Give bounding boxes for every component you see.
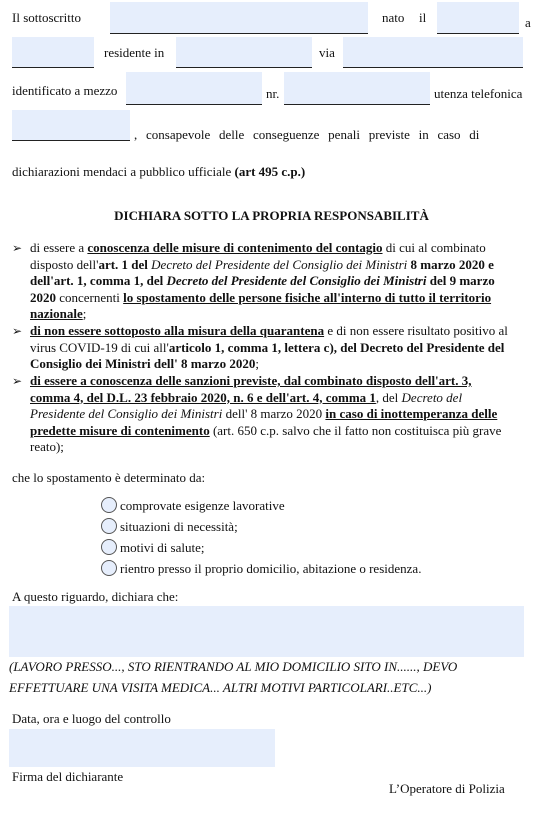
bullet-arrow-icon: ➢ xyxy=(12,374,23,388)
riguardo-label: A questo riguardo, dichiara che: xyxy=(12,589,179,604)
label-residente: residente in xyxy=(104,45,165,60)
b2-t1: di non essere sottoposto alla misura della quarantena xyxy=(30,323,325,338)
label-utenza: utenza telefonica xyxy=(434,86,523,101)
option-salute-label: motivi di salute; xyxy=(120,540,205,555)
radio-lavoro[interactable] xyxy=(101,497,117,513)
page-title: DICHIARA SOTTO LA PROPRIA RESPONSABILITÀ xyxy=(114,208,429,223)
b2-t3: articolo 1, comma 1, lettera c), del Decreto del Presidente del Consiglio dei Ministri dell' 8 marzo 2020 xyxy=(30,339,505,371)
b1-t7: Decreto del Presidente del Consiglio dei Ministri xyxy=(166,273,427,288)
b1-t5: Decreto del Presidente del Consiglio dei Ministri xyxy=(151,256,408,272)
residence-field[interactable] xyxy=(176,37,312,68)
b1-t1: di essere a xyxy=(30,240,88,255)
label-dichiarazioni: dichiarazioni mendaci a pubblico ufficiale xyxy=(12,164,232,179)
bullet-arrow-icon: ➢ xyxy=(12,241,23,255)
b1-t11: ; xyxy=(82,306,87,321)
bullet-arrow-icon: ➢ xyxy=(12,324,23,338)
label-il: il xyxy=(419,10,427,25)
b1-t4: art. 1 del xyxy=(98,256,152,272)
b3-t1: di essere a conoscenza delle sanzioni previste, dal combinato disposto dell'art. 3, comma 4, del D.L. 23 febbraio 2020, n. 6 e dell'art. 4, comma 1 xyxy=(30,373,472,405)
option-necessita-label: situazioni di necessità; xyxy=(120,519,238,534)
radio-rientro[interactable] xyxy=(101,560,117,576)
b1-t9: concernenti xyxy=(56,289,124,305)
b3-t3: Decreto del Presidente del Consiglio dei Ministri xyxy=(30,389,463,421)
id-number-field[interactable] xyxy=(284,72,430,105)
label-nato: nato xyxy=(382,10,405,25)
label-art495: (art 495 c.p.) xyxy=(234,164,306,179)
b2-t2: e di non essere risultato positivo al virus COVID-19 di cui all' xyxy=(30,323,508,355)
label-sottoscritto: Il sottoscritto xyxy=(12,10,81,25)
bullet-1 xyxy=(30,240,515,323)
spostamento-label: che lo spostamento è determinato da: xyxy=(12,470,206,485)
bullet-3 xyxy=(30,373,515,456)
radio-necessita[interactable] xyxy=(101,518,117,534)
label-nr: nr. xyxy=(266,86,280,101)
birth-place-field[interactable] xyxy=(12,37,94,68)
b3-t4: dell' 8 marzo 2020 xyxy=(222,406,326,421)
id-document-field[interactable] xyxy=(126,72,262,105)
label-identificato: identificato a mezzo xyxy=(12,83,118,98)
operatore-label: L’Operatore di Polizia xyxy=(389,781,505,796)
street-field[interactable] xyxy=(343,37,523,68)
date-place-field[interactable] xyxy=(9,729,275,767)
b1-t6: 8 marzo 2020 e dell'art. 1, comma 1, del xyxy=(30,256,494,288)
option-lavoro-label: comprovate esigenze lavorative xyxy=(120,498,285,513)
firma-label: Firma del dichiarante xyxy=(12,769,124,784)
b1-t10: lo spostamento delle persone fisiche all'interno di tutto il territorio nazionale xyxy=(30,289,492,321)
data-label: Data, ora e luogo del controllo xyxy=(12,711,171,726)
bullet-2 xyxy=(30,323,515,373)
birth-date-field[interactable] xyxy=(437,2,519,34)
name-field[interactable] xyxy=(110,2,368,34)
reason-textarea[interactable] xyxy=(9,606,524,657)
b1-t8: del 9 marzo 2020 xyxy=(30,273,495,305)
label-consapevole: , consapevole delle conseguenze penali previste in caso di xyxy=(134,127,480,142)
phone-field[interactable] xyxy=(12,110,130,141)
dichiarazioni-line xyxy=(12,164,305,180)
b3-t6: (art. 650 c.p. salvo che il fatto non costituisca più grave reato); xyxy=(30,422,502,454)
radio-salute[interactable] xyxy=(101,539,117,555)
option-rientro-label: rientro presso il proprio domicilio, abitazione o residenza. xyxy=(120,561,422,576)
b2-t4: ; xyxy=(255,356,259,371)
b1-t2: conoscenza delle misure di contenimento del contagio xyxy=(87,240,383,255)
b1-t3: di cui al combinato disposto dell' xyxy=(30,240,486,272)
b3-t2: , del xyxy=(375,389,402,405)
label-a: a xyxy=(525,15,531,30)
label-via: via xyxy=(319,45,335,60)
b3-t5: in caso di inottemperanza delle predette misure di contenimento xyxy=(30,406,498,438)
example-text: (LAVORO PRESSO..., STO RIENTRANDO AL MIO DOMICILIO SITO IN......, DEVO EFFETTUARE UNA VISITA MEDICA... ALTRI MOTIVI PARTICOLARI..ETC...) xyxy=(9,659,458,695)
